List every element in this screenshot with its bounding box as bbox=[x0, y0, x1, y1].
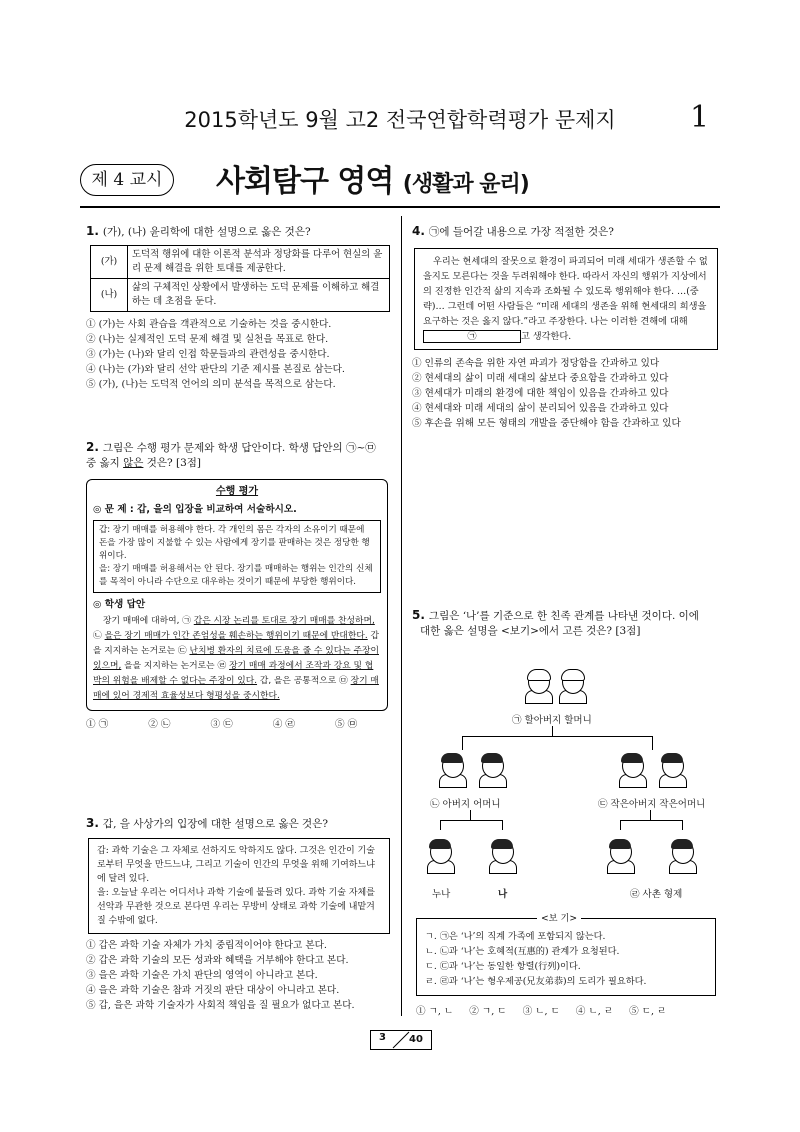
passage-text: 우리는 현세대의 잘못으로 환경이 파괴되어 미래 세대가 생존할 수 없을지도 모른다는 것을 두려워해야 한다. 따라서 자신의 행위가 지상에서의 진정한 인간적 삶의 지속과 조화될 수 있도록 행위해야 한다. …(중략)… 그런데 어떤 사람들은 “미래 세대의 생존을 위해 현세대의 희생을 요구하는 것은 옳지 않다.”라고 주장한다. 나는 이러한 견해에 대해 bbox=[423, 256, 708, 327]
question-stem bbox=[412, 608, 722, 624]
q4-passage bbox=[414, 248, 718, 350]
question-stem bbox=[86, 816, 392, 832]
option-2[interactable]: ② 현세대의 삶이 미래 세대의 삶보다 중요함을 간과하고 있다 bbox=[412, 373, 669, 384]
question-text: 것은? [3점] bbox=[143, 457, 202, 469]
total-pages: 40 bbox=[409, 1034, 423, 1045]
answer-underlined: 난치병 환자의 치료에 도움을 줄 수 있다는 주장이 있으며, bbox=[93, 646, 379, 671]
q5-bogi bbox=[416, 913, 716, 1019]
table-row bbox=[91, 246, 390, 279]
option-4[interactable]: ④ 을은 과학 기술은 참과 거짓의 판단 대상이 아니라고 본다. bbox=[86, 985, 340, 996]
option-1[interactable]: ① (가)는 사회 관습을 객관적으로 기술하는 것을 중시한다. bbox=[86, 319, 332, 330]
option-2[interactable]: ② ㉡ bbox=[148, 719, 171, 730]
question-text: 중 옳지 bbox=[86, 457, 124, 469]
answer-segment: 을을 지지하는 논거로는 ㉣ bbox=[121, 661, 230, 671]
father-figure bbox=[438, 754, 466, 784]
speaker-eul: 을: 장기 매매를 허용해서는 안 된다. 장기를 매매하는 행위는 인간의 신체를 목적이 아니라 수단으로 대우하는 것이기 때문에 부당한 행위이다. bbox=[99, 564, 373, 587]
question-text: (가), (나) 윤리학에 대한 설명으로 옳은 것은? bbox=[102, 226, 311, 238]
uncle-figure bbox=[618, 754, 646, 784]
me-figure bbox=[488, 840, 516, 870]
mother-figure bbox=[478, 754, 506, 784]
bogi-box bbox=[416, 913, 716, 996]
question-text-line2: 대한 옳은 설명을 <보기>에서 고른 것은? [3점] bbox=[420, 625, 641, 637]
option-5[interactable]: ⑤ ㉤ bbox=[335, 719, 358, 730]
blank-box: ㉠ bbox=[423, 330, 521, 343]
emphasis-text: 않은 bbox=[123, 457, 144, 469]
question-number: 1. bbox=[86, 224, 99, 238]
session-badge: 제 4 교시 bbox=[80, 164, 174, 196]
answer-underlined: 장기 매매 과정에서 조작과 강요 및 협박의 위험을 배제할 수 없다는 주장이 있다. bbox=[93, 661, 374, 686]
option-1[interactable]: ① ㄱ, ㄴ bbox=[416, 1006, 454, 1017]
passage-end: 고 생각한다. bbox=[521, 331, 572, 342]
question-stem-line2 bbox=[86, 456, 392, 471]
row-label: (나) bbox=[91, 279, 128, 312]
uncle-aunt-label: ㉢ 작은아버지 작은어머니 bbox=[598, 799, 706, 810]
question-number: 5. bbox=[412, 608, 425, 622]
cousin1-figure bbox=[606, 840, 634, 870]
sister-label: 누나 bbox=[432, 889, 451, 900]
option-4[interactable]: ④ ㉣ bbox=[272, 719, 295, 730]
option-4[interactable]: ④ ㄴ, ㄹ bbox=[575, 1006, 614, 1017]
option-5[interactable]: ⑤ ㄷ, ㄹ bbox=[629, 1006, 667, 1017]
family-tree bbox=[402, 660, 722, 910]
task-title: 수행 평가 bbox=[215, 486, 259, 497]
answer-underlined: 장기 매매에 있어 경제적 효율성보다 형평성을 중시한다. bbox=[93, 676, 379, 701]
option-row bbox=[416, 1004, 716, 1019]
current-page: 3 bbox=[379, 1032, 386, 1043]
page-number: 1 bbox=[690, 100, 710, 135]
question-3 bbox=[86, 816, 392, 1013]
question-text: ㉠에 들어갈 내용으로 가장 적절한 것은? bbox=[428, 226, 614, 238]
option-2[interactable]: ② (나)는 실제적인 도덕 문제 해결 및 실천을 목표로 한다. bbox=[86, 334, 329, 345]
question-stem bbox=[86, 224, 392, 240]
answer-segment: 갑을 지지하는 논거로는 ㉢ bbox=[93, 631, 379, 656]
sister-figure bbox=[426, 840, 454, 870]
question-5 bbox=[412, 608, 722, 639]
question-2 bbox=[86, 440, 392, 732]
option-3[interactable]: ③ (가)는 (나)와 달리 인접 학문들과의 관련성을 중시한다. bbox=[86, 349, 330, 360]
subject-name: 사회탐구 영역 bbox=[216, 164, 394, 199]
answer-segment: 장기 매매에 대하여, ㉠ bbox=[103, 616, 194, 626]
row-label: (가) bbox=[91, 246, 128, 279]
answer-segment: 갑, 을은 공통적으로 ㉤ bbox=[257, 676, 351, 686]
task-passage bbox=[93, 520, 381, 593]
cousin-label: ㉣ 사촌 형제 bbox=[630, 889, 683, 900]
bogi-title: <보 기> bbox=[537, 913, 581, 924]
option-3[interactable]: ③ 을은 과학 기술은 가치 판단의 영역이 아니라고 본다. bbox=[86, 970, 318, 981]
question-number: 3. bbox=[86, 816, 99, 830]
aunt-figure bbox=[658, 754, 686, 784]
cousin2-figure bbox=[668, 840, 696, 870]
question-text: 그림은 ‘나’를 기준으로 한 친족 관계를 나타낸 것이다. 이에 bbox=[428, 610, 699, 622]
speaker-gap: 갑: 장기 매매를 허용해야 한다. 각 개인의 몸은 각자의 소유이기 때문에 돈을 가장 많이 지불할 수 있는 사람에게 장기를 판매하는 것은 정당한 행위이다. bbox=[99, 525, 370, 561]
question-text: 그림은 수행 평가 문제와 학생 답안이다. 학생 답안의 ㉠~㉤ bbox=[102, 442, 376, 454]
option-5[interactable]: ⑤ 후손을 위해 모든 형태의 개발을 중단해야 함을 간과하고 있다 bbox=[412, 418, 681, 429]
option-row bbox=[86, 717, 392, 732]
answer-underlined: 을은 장기 매매가 인간 존엄성을 훼손하는 행위이기 때문에 반대한다. bbox=[104, 631, 368, 641]
row-text: 도덕적 행위에 대한 이론적 분석과 정당화를 다루어 현실의 윤리 문제 해결을 위한 토대를 제공한다. bbox=[128, 246, 390, 279]
answer-underlined: 갑은 시장 논리를 토대로 장기 매매를 찬성하며, bbox=[193, 616, 375, 626]
header-rule bbox=[80, 206, 720, 208]
row-text: 삶의 구체적인 상황에서 발생하는 도덕 문제를 이해하고 해결하는 데 초점을 둔다. bbox=[128, 279, 390, 312]
option-5[interactable]: ⑤ (가), (나)는 도덕적 언어의 의미 분석을 목적으로 삼는다. bbox=[86, 379, 336, 390]
bogi-item: ㄷ. ㉢과 ‘나’는 동일한 항렬(行列)이다. bbox=[425, 961, 581, 972]
grandparents-label: ㉠ 할아버지 할머니 bbox=[512, 715, 592, 726]
question-4 bbox=[412, 224, 722, 431]
option-1[interactable]: ① ㉠ bbox=[86, 719, 109, 730]
grandfather-figure bbox=[524, 670, 552, 700]
answer-title: ◎ 학생 답안 bbox=[93, 599, 146, 610]
subject-subtitle: (생활과 윤리) bbox=[402, 172, 529, 197]
page-indicator bbox=[370, 1030, 432, 1050]
option-3[interactable]: ③ ㄴ, ㄷ bbox=[522, 1006, 560, 1017]
question-stem bbox=[86, 440, 392, 456]
option-1[interactable]: ① 갑은 과학 기술 자체가 가치 중립적이어야 한다고 본다. bbox=[86, 940, 327, 951]
speaker-eul: 을: 오늘날 우리는 어디서나 과학 기술에 붙들려 있다. 과학 기술 자체를 선악과 무관한 것으로 본다면 우리는 무방비 상태로 과학 기술에 내맡겨질 수밖에 없다. bbox=[97, 888, 375, 926]
parents-label: ㉡ 아버지 어머니 bbox=[430, 799, 501, 810]
grandmother-figure bbox=[558, 670, 586, 700]
me-label: 나 bbox=[498, 889, 508, 900]
answer-segment: ㉡ bbox=[93, 631, 105, 641]
bogi-item: ㄴ. ㉡과 ‘나’는 호혜적(互惠的) 관계가 요청된다. bbox=[425, 946, 620, 957]
question-1 bbox=[86, 224, 392, 392]
option-5[interactable]: ⑤ 갑, 을은 과학 기술자가 사회적 책임을 질 필요가 없다고 본다. bbox=[86, 1000, 355, 1011]
student-answer bbox=[93, 614, 381, 704]
task-problem: ◎ 문 제 : 갑, 을의 입장을 비교하여 서술하시오. bbox=[93, 504, 297, 515]
subject-title bbox=[216, 156, 529, 200]
option-4[interactable]: ④ (나)는 (가)와 달리 선악 판단의 기준 제시를 본질로 삼는다. bbox=[86, 364, 345, 375]
question-number: 4. bbox=[412, 224, 425, 238]
question-stem bbox=[412, 224, 722, 240]
task-card bbox=[86, 479, 388, 711]
option-1[interactable]: ① 인류의 존속을 위한 자연 파괴가 정당함을 간과하고 있다 bbox=[412, 358, 660, 369]
exam-title: 2015학년도 9월 고2 전국연합학력평가 문제지 bbox=[184, 108, 616, 132]
question-number: 2. bbox=[86, 440, 99, 454]
option-4[interactable]: ④ 현세대와 미래 세대의 삶이 분리되어 있음을 간과하고 있다 bbox=[412, 403, 669, 414]
option-2[interactable]: ② 갑은 과학 기술의 모든 성과와 혜택을 거부해야 한다고 본다. bbox=[86, 955, 349, 966]
q3-passage bbox=[88, 838, 390, 934]
option-3[interactable]: ③ 현세대가 미래의 환경에 대한 책임이 있음을 간과하고 있다 bbox=[412, 388, 669, 399]
bogi-item: ㄹ. ㉣과 ‘나’는 형우제공(兄友弟恭)의 도리가 필요하다. bbox=[425, 976, 647, 987]
speaker-gap: 갑: 과학 기술은 그 자체로 선하지도 악하지도 않다. 그것은 인간이 기술로부터 무엇을 만드느냐, 그리고 기술이 인간의 무엇을 위해 기여하느냐에 달려 있다. bbox=[97, 846, 375, 884]
q1-table bbox=[90, 245, 390, 312]
option-2[interactable]: ② ㄱ, ㄷ bbox=[469, 1006, 507, 1017]
option-3[interactable]: ③ ㉢ bbox=[210, 719, 233, 730]
table-row bbox=[91, 279, 390, 312]
question-text: 갑, 을 사상가의 입장에 대한 설명으로 옳은 것은? bbox=[102, 818, 328, 830]
bogi-item: ㄱ. ㉠은 ‘나’의 직계 가족에 포함되지 않는다. bbox=[425, 931, 606, 942]
